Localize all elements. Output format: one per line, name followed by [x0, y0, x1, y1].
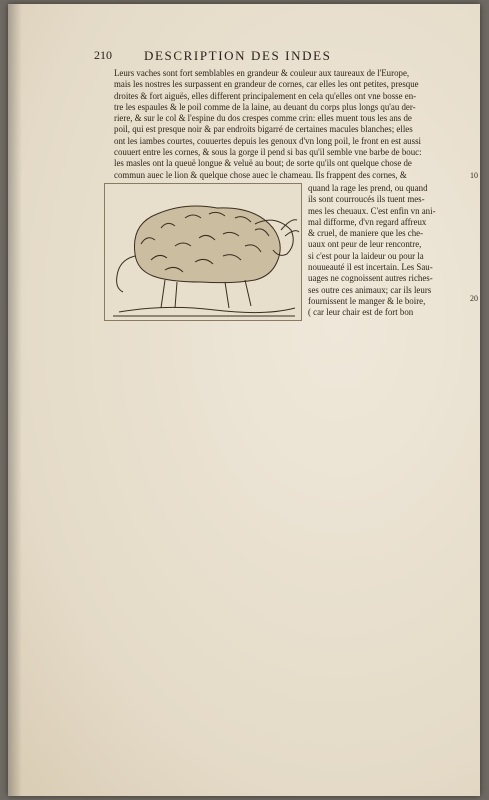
text-line: droites & fort aiguës, elles different principalement en cela qu'elles ont vne bosse en-: [114, 90, 417, 101]
text-line: riere, & sur le col & l'espine du dos crespes comme crin: elles muent tous les ans de: [114, 113, 412, 124]
text-line: mal difforme, d'vn regard affreux: [308, 216, 427, 227]
paragraph-1: [104, 68, 466, 181]
text-line: nouueauté il est incertain. Les Sau-: [308, 262, 433, 273]
text-line: mes les cheuaux. C'est enfin vn ani-: [308, 205, 436, 216]
text-line: ont les iambes courtes, couuertes depuis les genoux d'vn long poil, le front en est aussi: [114, 135, 421, 146]
margin-line-number: 20: [470, 294, 478, 303]
text-line: & cruel, de maniere que les che-: [308, 228, 424, 239]
text-line: fournissent le manger & le boire,: [308, 295, 426, 306]
running-title: DESCRIPTION DES INDES: [144, 48, 332, 63]
text-line: les masles ont la queuë longue & veluë au bout; de sorte qu'ils ont quelque chose de: [114, 158, 412, 169]
text-line: uages ne cognoissent autres riches-: [308, 273, 433, 284]
book-page: [8, 4, 480, 796]
text-line: uaux ont peur de leur rencontre,: [308, 239, 422, 250]
text-line: ils sont courroucés ils tuent mes-: [308, 194, 425, 205]
text-line: si c'est pour la laideur ou pour la: [308, 250, 424, 261]
page-body: [104, 68, 466, 323]
side-column-text: [308, 183, 466, 319]
text-line: tre les espaules & le poil comme de la laine, au deuant du corps plus longs qu'au der-: [114, 101, 416, 112]
margin-line-number: 10: [470, 171, 478, 180]
text-line: couuert entre les cornes, & sous la gorge il pend si bas qu'il semble vne barbe de bouc:: [114, 147, 422, 158]
text-line: ses outre ces animaux; car ils leurs: [308, 284, 432, 295]
page-number: 210: [94, 48, 112, 62]
illustration-block: [104, 183, 466, 323]
text-line: Leurs vaches sont fort semblables en grandeur & couleur aux taureaux de l'Europe,: [114, 68, 410, 78]
text-line: poil, qui est presque noir & par endroits bigarré de certaines macules blanches; elles: [114, 124, 413, 135]
text-line: quand la rage les prend, ou quand: [308, 182, 428, 193]
page-fold-shadow: [8, 4, 22, 796]
text-line: mais les nostres les surpassent en grandeur de cornes, car elles les ont petites, presque: [114, 79, 419, 90]
text-line: ( car leur chair est de fort bon: [308, 307, 414, 318]
text-line: commun auec le lion & quelque chose auec le chameau. Ils frappent des cornes, &: [114, 169, 407, 180]
bison-woodcut: [104, 183, 302, 321]
page-header: [94, 48, 474, 64]
